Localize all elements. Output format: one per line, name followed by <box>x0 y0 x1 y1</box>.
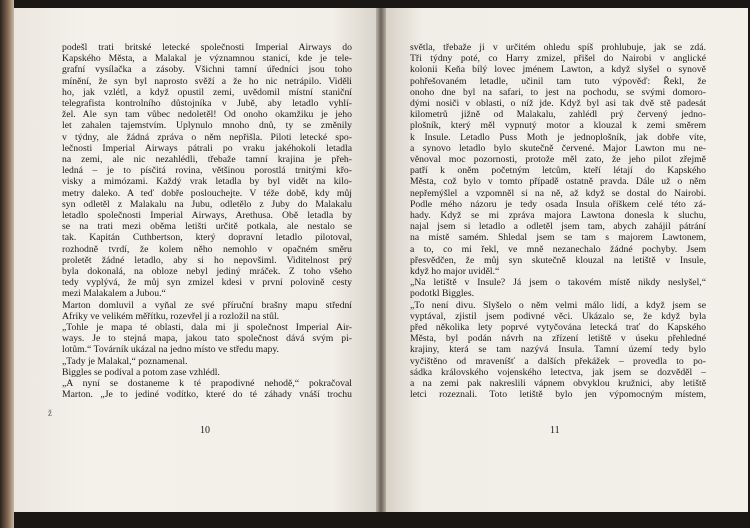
text-line: na zemi, ale nic nezahlédli, třebaže tamní krajina je přeh- <box>62 154 352 166</box>
text-line: proletět žádné letadlo, aby si ho nepovšiml. Viditelnost prý <box>62 254 352 266</box>
book-edge <box>0 0 14 528</box>
text-line: dými nosiči v oblasti, o níž jde. Když byl asi tak dvě stě padesát <box>410 98 706 110</box>
text-line: byla dokonalá, na obloze nebyl jediný mráček. Z toho všeho <box>62 266 352 278</box>
text-line: vyčištěno od mraveníšť a dalších překážek – provedla to po- <box>410 355 706 367</box>
text-line: visky a mimózami. Každý vrak letadla by byl vidět na kilo- <box>62 176 352 188</box>
text-line: přesvědčen, že můj syn skutečně klouzal na letiště v Insule, <box>410 254 706 266</box>
text-line: žel. Ale syn tam vůbec nedoletěl! Od onoho okamžiku je jeho <box>62 109 352 121</box>
text-line: tedy vyplývá, že můj syn zmizel kdesi v první polovině cesty <box>62 277 352 289</box>
text-line: kilometrů jižně od Malakalu, zahlédl prý červený jedno- <box>410 109 706 121</box>
text-line: onoho dne byl na safari, to jest na pochodu, se svými domoro- <box>410 86 706 98</box>
left-page-number: 10 <box>200 425 210 436</box>
left-page <box>14 8 376 512</box>
text-line: Města, byl podán návrh na zřízení letiště v úseku přehledné <box>410 333 706 345</box>
text-line: „Tohle je mapa té oblasti, dala mi ji společnost Imperial Air- <box>62 322 352 334</box>
text-line: lotům.“ Továrník ukázal na jedno místo ve středu mapy. <box>62 344 279 356</box>
text-line: hady. Když se mi zpráva majora Lawtona donesla k sluchu, <box>410 210 706 222</box>
text-line: „Tady je Malakal,“ poznamenal. <box>62 355 188 367</box>
text-line: plošník, který měl vypnutý motor a klouzal k zemi směrem <box>410 120 706 132</box>
text-line: ledná – je to písčitá rovina, většinou porostlá trnitými křo- <box>62 165 352 177</box>
text-line: Tři týdny poté, co Harry zmizel, přišel do Nairobi v anglické <box>410 53 706 65</box>
text-line: Afriky ve velikém měřítku, rozevřel ji a rozložil na stůl. <box>62 310 280 322</box>
text-line: podešl trati britské letecké společnosti Imperial Airways do <box>62 42 352 53</box>
text-line: ho, jak vzlétl, a když opustil zemi, uvědomil místní staniční <box>62 86 352 98</box>
text-line: Podle mého názoru je tedy osada Insula oříškem celé této zá- <box>410 198 706 210</box>
text-line: „Na letiště v Insule? Já jsem o takovém místě nikdy neslyšel,“ <box>410 277 706 289</box>
text-line: a synovo letadlo bylo skutečně červené. Major Lawton mu ne- <box>410 142 706 154</box>
text-line: Marton. „Je to jediné vodítko, které do té záhady vnáší trochu <box>62 389 352 401</box>
text-line: pohřešovaném letadle, učinil tam tuto výpověď: Řekl, že <box>410 75 706 87</box>
text-line: rozhodně tvrdí, že kolem něho nemohlo v opačném směru <box>62 243 352 255</box>
text-line: metry daleko. A teď dobře poslouchejte. V téže době, kdy můj <box>62 187 352 199</box>
book-gutter <box>376 8 386 512</box>
text-line: Biggles se podíval a potom zase vzhlédl. <box>62 366 220 378</box>
text-line: před několika lety poprvé vytyčována letecká trať do Kapského <box>410 322 706 334</box>
text-line: mezi Malakalem a Jubou.“ <box>62 288 166 300</box>
text-line: a to, co mi řekl, ve mně nezanechalo žádné pochyby. Jsem <box>410 243 706 255</box>
text-line: sádka královského vojenského letectva, jak jsem se dozvěděl – <box>410 366 706 378</box>
text-line: patří k oněm početným letcům, kteří létají do Kapského <box>410 165 706 177</box>
text-line: syn odletěl z Malakalu na Jubu, odletělo z Juby do Malakalu <box>62 198 352 210</box>
text-line: k Insule. Letadlo Puss Moth je jednoplošník, jak dobře víte, <box>410 131 706 143</box>
right-page <box>386 8 748 512</box>
text-line: nepřemýšlel a vzpomněl si na ně, až když se dostal do Nairobi. <box>410 187 706 199</box>
text-line: telegrafista kontrolního důstojníka v Jubě, aby letadlo vyhlí- <box>62 98 352 110</box>
left-page-text <box>62 42 352 401</box>
text-line: lečnosti Imperial Airways pátrali po vraku jakéhokoli letadla <box>62 142 352 154</box>
text-line: letci rozeznali. Toto letiště bylo jen výpomocným místem, <box>410 389 706 401</box>
text-line: světla, třebaže ji v určitém ohledu spíš prohlubuje, jak se zdá. <box>410 42 706 53</box>
text-line: let zahalen tajemstvím. Uplynulo mnoho dnů, ty se změnily <box>62 120 352 132</box>
text-line: vyptával, zjistil jsem podivné věci. Ukázalo se, že když byla <box>410 310 706 322</box>
text-line: tak. Kapitán Cuthbertson, který dopravní letadlo pilotoval, <box>62 232 352 244</box>
text-line: mínění, že syn byl naprosto svěží a že ho nic netrápilo. Viděli <box>62 75 352 87</box>
text-line: najal jsem si letadlo a odletěl jsem tam, abych zahájil pátrání <box>410 221 706 233</box>
right-page-text <box>410 42 706 401</box>
right-page-number: 11 <box>550 425 560 436</box>
text-line: krajiny, která se tam nazývá Insula. Tamní území tedy bylo <box>410 344 706 356</box>
text-line: a na zemi pak nakreslili vápnem obvyklou kružnici, aby letiště <box>410 378 706 390</box>
text-line: ways. Je to stejná mapa, jakou tato společnost dává svým pi- <box>62 333 352 345</box>
text-line: podotkl Biggles. <box>410 288 475 300</box>
text-line: když ho major uviděl.“ <box>410 266 500 278</box>
text-line: kolonii Keňa bílý lovec jménem Lawton, a když slyšel o synově <box>410 64 706 76</box>
text-line: Města, což bylo v tomto případě ostatně pravda. Dále už o něm <box>410 176 706 188</box>
text-line: Marton domluvil a vyňal ze své příruční brašny mapu střední <box>62 299 352 311</box>
text-line: letadlo společnosti Imperial Airways, Arethusa. Obě letadla by <box>62 210 352 222</box>
text-line: Kapského Města, a Malakal je významnou stanicí, kde je tele- <box>62 53 352 65</box>
text-line: v týdny, ale žádná zpráva o něm nepřišla. Piloti letecké spo- <box>62 131 352 143</box>
text-line: na místě samém. Shledal jsem se tam s majorem Lawtonem, <box>410 232 706 244</box>
text-line: se na trati mezi oběma letišti určitě potkala, ale nestalo se <box>62 221 352 233</box>
margin-mark: ž <box>48 408 52 418</box>
text-line: „To není divu. Slyšelo o něm velmi málo lidí, a když jsem se <box>410 299 706 311</box>
text-line: věnoval moc pozornosti, protože měl zato, že jeho pilot zřejmě <box>410 154 706 166</box>
text-line: „A nyní se dostaneme k té prapodivné nehodě,“ pokračoval <box>62 378 352 390</box>
text-line: grafní vysílačka a zásoby. Všichni tamní úředníci jsou toho <box>62 64 352 76</box>
